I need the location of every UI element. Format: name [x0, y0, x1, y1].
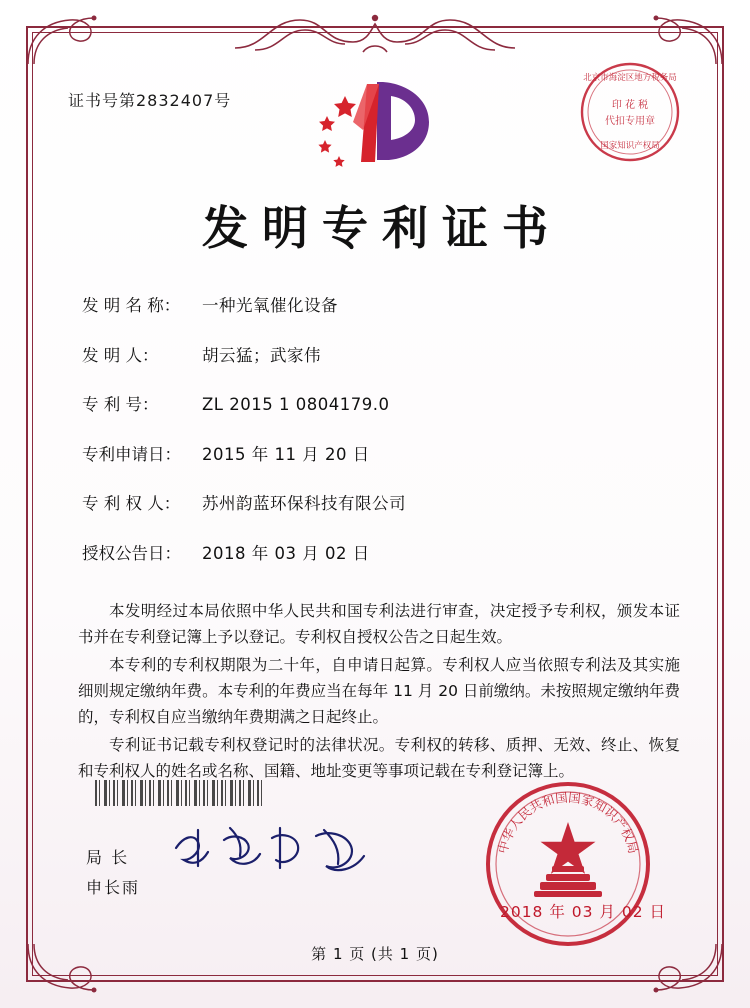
field-value-invention-name: 一种光氧催化设备: [202, 296, 338, 315]
national-seal-icon: [482, 778, 654, 950]
field-value-grant-date: 2018 年 03 月 02 日: [202, 543, 370, 563]
field-row: [82, 342, 680, 366]
svg-text:印 花 税: 印 花 税: [611, 100, 649, 111]
paragraph: 专利证书记载专利权登记时的法律状况。专利权的转移、质押、无效、终止、恢复和专利权人的姓名或名称、国籍、地址变更等事项记载在专利登记簿上。: [78, 736, 680, 780]
field-label-application-date: 专利申请日：: [82, 444, 181, 464]
commissioner-role-label: 局 长: [86, 848, 130, 867]
field-value-patent-number: ZL 2015 1 0804179.0: [202, 395, 390, 414]
page-footer: 第 1 页 (共 1 页): [311, 945, 439, 963]
svg-text:代扣专用章: 代扣专用章: [605, 116, 655, 127]
svg-text:中华人民共和国国家知识产权局: 中华人民共和国国家知识产权局: [494, 789, 642, 856]
svg-text:国家知识产权局: 国家知识产权局: [600, 141, 660, 151]
seal-date: 2018 年 03 月 02 日: [499, 903, 666, 921]
field-value-inventor: 胡云猛；武家伟: [202, 345, 321, 365]
field-value-patentee: 苏州韵蓝环保科技有限公司: [202, 494, 406, 513]
top-flourish-ornament: [225, 8, 525, 56]
handwritten-signature: [168, 822, 378, 884]
field-list: [82, 292, 680, 589]
paragraph: 本专利的专利权期限为二十年，自申请日起算。专利权人应当依照专利法及其实施细则规定缴纳年费。本专利的年费应当在每年 11 月 20 日前缴纳。未按照规定缴纳年费的，专利权自应当缴纳年费期满之日起终止。: [78, 656, 680, 726]
page-title: 发明专利证书: [202, 201, 562, 255]
tax-stamp-icon: [578, 60, 682, 164]
field-row: [82, 391, 680, 415]
field-label-inventor: 发 明 人：: [82, 345, 159, 365]
commissioner-name-label: 申长雨: [86, 878, 141, 897]
sipo-logo-icon: [305, 78, 445, 170]
field-row: [82, 490, 680, 514]
field-label-patentee: 专 利 权 人：: [82, 494, 181, 513]
certificate-number: 证书号第2832407号: [68, 91, 232, 110]
paragraph: 本发明经过本局依照中华人民共和国专利法进行审查，决定授予专利权，颁发本证书并在专利登记簿上予以登记。专利权自授权公告之日起生效。: [78, 602, 680, 646]
field-value-application-date: 2015 年 11 月 20 日: [202, 444, 370, 464]
field-row: [82, 441, 680, 465]
body-text: [78, 598, 680, 786]
field-label-invention-name: 发 明 名 称：: [82, 296, 181, 315]
svg-text:北京市海淀区地方税务局: 北京市海淀区地方税务局: [583, 73, 677, 83]
field-row: [82, 540, 680, 564]
field-row: [82, 292, 680, 316]
corner-ornament-top-left: [24, 10, 110, 68]
field-label-grant-date: 授权公告日：: [82, 543, 181, 563]
field-label-patent-number: 专 利 号：: [82, 395, 159, 414]
barcode: [95, 780, 263, 806]
